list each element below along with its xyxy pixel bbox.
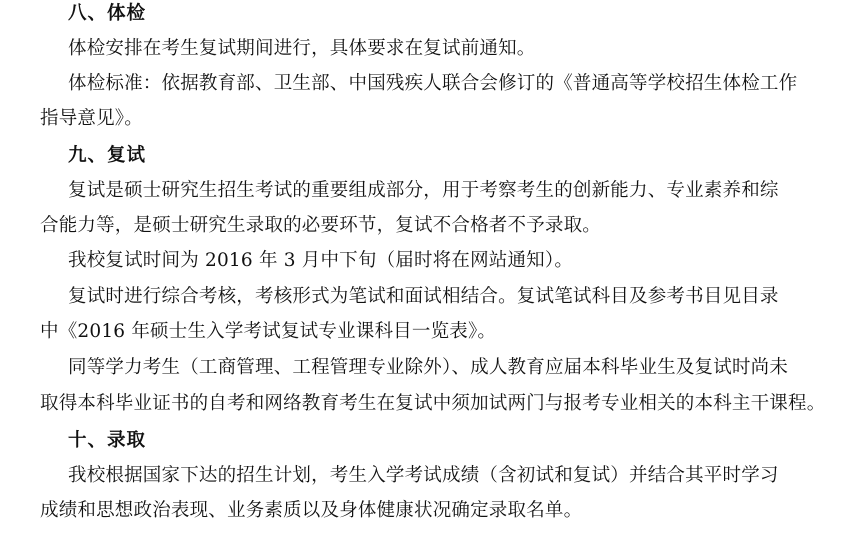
paragraph-line: 我校复试时间为 2016 年 3 月中下旬（届时将在网站通知）。 (68, 250, 574, 271)
paragraph-line: 成绩和思想政治表现、业务素质以及身体健康状况确定录取名单。 (40, 500, 583, 521)
paragraph-line: 体检标准：依据教育部、卫生部、中国残疾人联合会修订的《普通高等学校招生体检工作 (68, 73, 798, 94)
paragraph-line: 指导意见》。 (40, 108, 143, 129)
paragraph-line: 我校根据国家下达的招生计划，考生入学考试成绩（含初试和复试）并结合其平时学习 (68, 465, 779, 486)
paragraph-line: 体检安排在考生复试期间进行，具体要求在复试前通知。 (68, 38, 536, 59)
paragraph-line: 复试时进行综合考核，考核形式为笔试和面试相结合。复试笔试科目及参考书目见目录 (68, 286, 779, 307)
paragraph-line: 取得本科毕业证书的自考和网络教育考生在复试中须加试两门与报考专业相关的本科主干课程。 (40, 393, 826, 414)
section-heading-physical-exam: 八、体检 (68, 3, 147, 24)
section-heading-admission: 十、录取 (68, 430, 147, 451)
section-heading-retest: 九、复试 (68, 145, 147, 166)
paragraph-line: 同等学力考生（工商管理、工程管理专业除外）、成人教育应届本科毕业生及复试时尚未 (68, 357, 789, 378)
paragraph-line: 合能力等，是硕士研究生录取的必要环节，复试不合格者不予录取。 (40, 215, 602, 236)
paragraph-line: 中《2016 年硕士生入学考试复试专业课科目一览表》。 (40, 321, 497, 342)
paragraph-line: 复试是硕士研究生招生考试的重要组成部分，用于考察考生的创新能力、专业素养和综 (68, 180, 779, 201)
